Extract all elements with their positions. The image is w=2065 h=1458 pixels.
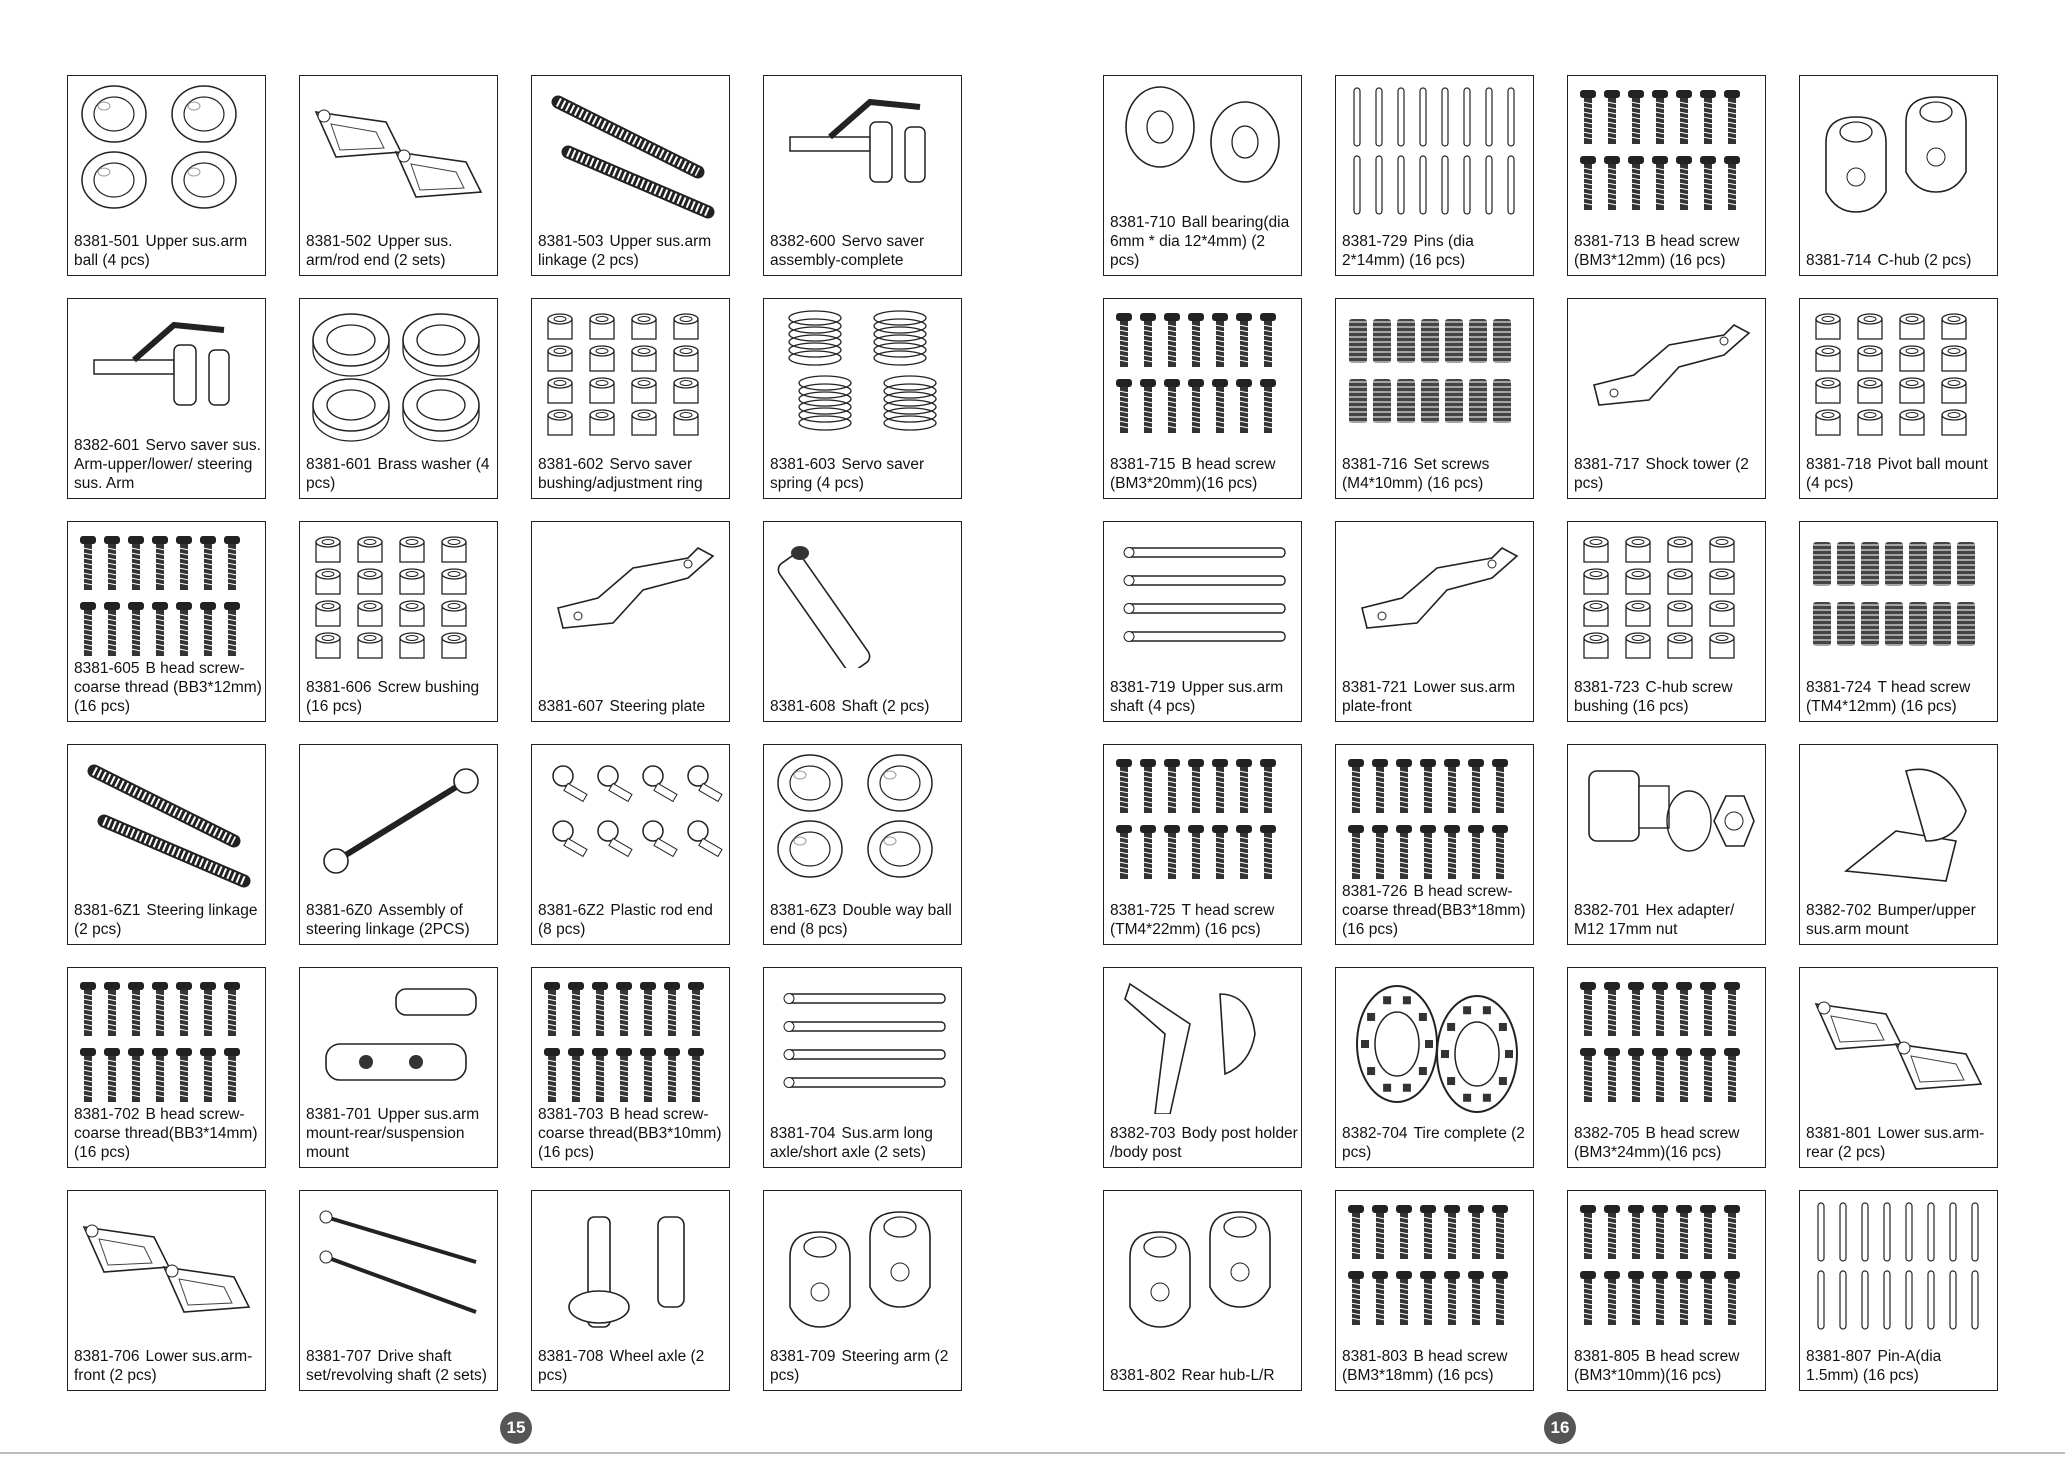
part-label [74, 901, 262, 939]
part-code: 8381-6Z2 [538, 902, 605, 919]
part-name: Upper sus.arm ball (4 pcs) [74, 233, 248, 269]
part-label [770, 1347, 958, 1385]
part-label [1806, 1347, 1994, 1385]
screw-icon [1574, 82, 1759, 222]
part-cell [1799, 521, 1998, 722]
part-name: Upper sus.arm shaft (4 pcs) [1110, 679, 1284, 715]
part-cell [67, 967, 266, 1168]
part-label [1342, 1124, 1530, 1162]
part-name: C-hub (2 pcs) [1877, 252, 1972, 269]
part-cell [531, 744, 730, 945]
part-label [1806, 901, 1994, 939]
part-label [770, 455, 958, 493]
part-name: Pivot ball mount (4 pcs) [1806, 456, 1988, 492]
part-label [1110, 213, 1298, 270]
hub-icon [770, 1197, 955, 1337]
part-cell [763, 967, 962, 1168]
part-label [1806, 455, 1994, 493]
part-name: B head screw (BM3*24mm)(16 pcs) [1574, 1125, 1740, 1161]
part-code: 8381-714 [1806, 252, 1872, 269]
part-label [1110, 1366, 1298, 1385]
part-label [538, 232, 726, 270]
part-name: B head screw (BM3*20mm)(16 pcs) [1110, 456, 1276, 492]
part-label [1574, 678, 1762, 716]
part-name: T head screw (TM4*12mm) (16 pcs) [1806, 679, 1971, 715]
screw-icon [538, 974, 723, 1114]
bumper-icon [1806, 751, 1991, 891]
part-code: 8381-602 [538, 456, 604, 473]
part-label [306, 1347, 494, 1385]
part-code: 8382-705 [1574, 1125, 1640, 1142]
part-cell [1567, 298, 1766, 499]
part-label [538, 1105, 726, 1162]
rod-end-icon [538, 751, 723, 891]
part-cell [531, 1190, 730, 1391]
part-name: Pin-A(dia 1.5mm) (16 pcs) [1806, 1348, 1942, 1384]
part-name: B head screw- coarse thread(BB3*10mm) (16 pcs) [538, 1106, 722, 1161]
part-label [1574, 901, 1762, 939]
part-code: 8381-725 [1110, 902, 1176, 919]
part-cell [531, 521, 730, 722]
part-code: 8382-600 [770, 233, 836, 250]
part-cell [299, 75, 498, 276]
part-code: 8381-807 [1806, 1348, 1872, 1365]
screw-icon [1110, 751, 1295, 891]
part-cell [1335, 521, 1534, 722]
part-cell [763, 744, 962, 945]
part-name: Servo saver sus. Arm-upper/lower/ steering sus. Arm [74, 437, 261, 492]
ball-icon [770, 751, 955, 891]
part-cell [67, 1190, 266, 1391]
part-cell [531, 967, 730, 1168]
part-cell [299, 298, 498, 499]
pin-icon [1342, 82, 1527, 222]
part-cell [1567, 75, 1766, 276]
screw-icon [1574, 1197, 1759, 1337]
part-name: Steering plate [609, 698, 706, 715]
part-cell [67, 75, 266, 276]
part-name: Upper sus.arm linkage (2 pcs) [538, 233, 712, 269]
part-label [1110, 455, 1298, 493]
part-name: Pins (dia 2*14mm) (16 pcs) [1342, 233, 1474, 269]
part-name: Lower sus.arm- front (2 pcs) [74, 1348, 253, 1384]
part-cell [763, 1190, 962, 1391]
part-code: 8381-601 [306, 456, 372, 473]
part-code: 8381-709 [770, 1348, 836, 1365]
part-cell [1103, 521, 1302, 722]
part-cell [1567, 744, 1766, 945]
part-label [538, 901, 726, 939]
bushing-icon [1574, 528, 1759, 668]
page-number: 16 [1544, 1412, 1576, 1444]
threaded-rod-icon [538, 82, 723, 222]
part-code: 8381-6Z0 [306, 902, 373, 919]
arm-icon [1806, 974, 1991, 1114]
part-cell [1335, 75, 1534, 276]
part-name: Hex adapter/ M12 17mm nut [1574, 902, 1735, 938]
wheel-axle-icon [538, 1197, 723, 1337]
spring-icon [770, 305, 955, 445]
part-name: Sus.arm long axle/short axle (2 sets) [770, 1125, 933, 1161]
part-label [1574, 455, 1762, 493]
part-cell [1335, 298, 1534, 499]
part-cell [1103, 744, 1302, 945]
part-name: Servo saver spring (4 pcs) [770, 456, 925, 492]
part-name: B head screw- coarse thread (BB3*12mm) (16 pcs) [74, 660, 262, 715]
part-label [1342, 1347, 1530, 1385]
part-label [538, 697, 726, 716]
shaft-icon [770, 528, 955, 668]
part-name: Bumper/upper sus.arm mount [1806, 902, 1976, 938]
part-cell [763, 521, 962, 722]
part-cell [299, 744, 498, 945]
part-name: Tire complete (2 pcs) [1342, 1125, 1525, 1161]
screw-icon [1110, 305, 1295, 445]
part-name: Set screws (M4*10mm) (16 pcs) [1342, 456, 1490, 492]
part-code: 8382-601 [74, 437, 140, 454]
part-code: 8381-707 [306, 1348, 372, 1365]
threaded-rod-icon [74, 751, 259, 891]
part-label [770, 901, 958, 939]
body-post-icon [1110, 974, 1295, 1114]
hub-icon [1110, 1197, 1295, 1337]
page-16 [1032, 0, 2065, 1458]
part-label [1574, 1124, 1762, 1162]
part-label [770, 1124, 958, 1162]
part-name: Plastic rod end (8 pcs) [538, 902, 713, 938]
part-cell [1799, 1190, 1998, 1391]
part-label [306, 232, 494, 270]
part-name: Upper sus.arm mount-rear/suspension mount [306, 1106, 480, 1161]
part-code: 8381-801 [1806, 1125, 1872, 1142]
part-cell [531, 298, 730, 499]
page-number: 15 [500, 1412, 532, 1444]
part-name: Brass washer (4 pcs) [306, 456, 490, 492]
part-label [1806, 251, 1994, 270]
servo-saver-icon [770, 82, 955, 222]
part-code: 8381-6Z3 [770, 902, 837, 919]
part-cell [1567, 521, 1766, 722]
arm-icon [306, 82, 491, 222]
part-name: Upper sus. arm/rod end (2 sets) [306, 233, 453, 269]
part-label [1806, 1124, 1994, 1162]
part-name: Screw bushing (16 pcs) [306, 679, 480, 715]
part-code: 8381-702 [74, 1106, 140, 1123]
part-name: Wheel axle (2 pcs) [538, 1348, 705, 1384]
part-cell [1103, 1190, 1302, 1391]
part-code: 8381-704 [770, 1125, 836, 1142]
part-code: 8381-701 [306, 1106, 372, 1123]
part-code: 8381-719 [1110, 679, 1176, 696]
part-code: 8381-721 [1342, 679, 1408, 696]
part-code: 8381-6Z1 [74, 902, 141, 919]
hex-nut-icon [1574, 751, 1759, 891]
part-code: 8381-803 [1342, 1348, 1408, 1365]
part-name: Body post holder /body post [1110, 1125, 1298, 1161]
part-cell [1103, 298, 1302, 499]
drive-shaft-icon [306, 1197, 491, 1337]
part-code: 8381-729 [1342, 233, 1408, 250]
part-label [538, 1347, 726, 1385]
part-name: Steering arm (2 pcs) [770, 1348, 949, 1384]
part-name: Assembly of steering linkage (2PCS) [306, 902, 470, 938]
part-name: B head screw (BM3*12mm) (16 pcs) [1574, 233, 1740, 269]
washer-icon [306, 305, 491, 445]
part-label [1342, 678, 1530, 716]
part-cell [1335, 744, 1534, 945]
part-code: 8381-608 [770, 698, 836, 715]
part-label [74, 659, 262, 716]
part-label [770, 697, 958, 716]
part-label [770, 232, 958, 270]
part-cell [299, 967, 498, 1168]
part-name: Lower sus.arm- rear (2 pcs) [1806, 1125, 1985, 1161]
screw-icon [1342, 751, 1527, 891]
part-cell [67, 298, 266, 499]
part-code: 8381-805 [1574, 1348, 1640, 1365]
part-label [1110, 678, 1298, 716]
part-code: 8381-710 [1110, 214, 1176, 231]
part-cell [763, 75, 962, 276]
part-code: 8381-603 [770, 456, 836, 473]
axle-icon [770, 974, 955, 1114]
axle-icon [1110, 528, 1295, 668]
part-name: B head screw (BM3*18mm) (16 pcs) [1342, 1348, 1508, 1384]
set-screw-icon [1806, 528, 1991, 668]
part-code: 8382-702 [1806, 902, 1872, 919]
parts-grid [1103, 75, 1998, 1391]
linkage-icon [306, 751, 491, 891]
plate-icon [538, 528, 723, 668]
part-cell [299, 521, 498, 722]
part-label [74, 1347, 262, 1385]
servo-arm-icon [74, 305, 259, 445]
part-cell [1799, 298, 1998, 499]
part-code: 8381-607 [538, 698, 604, 715]
part-label [1342, 232, 1530, 270]
part-code: 8381-501 [74, 233, 140, 250]
hub-icon [1806, 82, 1991, 222]
part-name: Servo saver bushing/adjustment ring [538, 456, 703, 492]
part-code: 8382-701 [1574, 902, 1640, 919]
part-name: C-hub screw bushing (16 pcs) [1574, 679, 1733, 715]
bearing-icon [1110, 82, 1295, 222]
part-cell [531, 75, 730, 276]
part-cell [67, 521, 266, 722]
part-label [306, 901, 494, 939]
part-code: 8381-503 [538, 233, 604, 250]
part-label [74, 1105, 262, 1162]
part-code: 8381-606 [306, 679, 372, 696]
part-name: B head screw (BM3*10mm)(16 pcs) [1574, 1348, 1740, 1384]
part-label [306, 1105, 494, 1162]
part-cell [1335, 1190, 1534, 1391]
bushing-icon [1806, 305, 1991, 445]
part-code: 8381-723 [1574, 679, 1640, 696]
part-label [1342, 455, 1530, 493]
part-code: 8381-706 [74, 1348, 140, 1365]
part-label [1574, 1347, 1762, 1385]
part-label [1342, 882, 1530, 939]
part-name: Ball bearing(dia 6mm * dia 12*4mm) (2 pcs) [1110, 214, 1290, 269]
part-label [1806, 678, 1994, 716]
bushing-icon [306, 528, 491, 668]
part-label [74, 436, 262, 493]
bushing-icon [538, 305, 723, 445]
part-code: 8381-802 [1110, 1367, 1176, 1384]
part-code: 8381-716 [1342, 456, 1408, 473]
part-label [1110, 901, 1298, 939]
part-cell [1103, 967, 1302, 1168]
set-screw-icon [1342, 305, 1527, 445]
part-code: 8382-704 [1342, 1125, 1408, 1142]
part-name: Rear hub-L/R [1181, 1367, 1275, 1384]
part-label [1574, 232, 1762, 270]
part-code: 8381-726 [1342, 883, 1408, 900]
part-cell [1567, 967, 1766, 1168]
part-name: Double way ball end (8 pcs) [770, 902, 952, 938]
part-cell [1567, 1190, 1766, 1391]
part-code: 8381-715 [1110, 456, 1176, 473]
part-name: Shock tower (2 pcs) [1574, 456, 1749, 492]
part-code: 8381-724 [1806, 679, 1872, 696]
part-cell [1799, 967, 1998, 1168]
part-name: T head screw (TM4*22mm) (16 pcs) [1110, 902, 1275, 938]
plate-icon [1574, 305, 1759, 445]
part-name: Shaft (2 pcs) [841, 698, 930, 715]
mount-icon [306, 974, 491, 1114]
part-label [306, 678, 494, 716]
screw-icon [1574, 974, 1759, 1114]
pin-icon [1806, 1197, 1991, 1337]
part-label [306, 455, 494, 493]
part-cell [763, 298, 962, 499]
parts-grid [67, 75, 962, 1391]
part-cell [67, 744, 266, 945]
plate-icon [1342, 528, 1527, 668]
part-code: 8381-502 [306, 233, 372, 250]
part-code: 8381-708 [538, 1348, 604, 1365]
part-name: Steering linkage (2 pcs) [74, 902, 258, 938]
part-label [74, 232, 262, 270]
part-cell [299, 1190, 498, 1391]
part-code: 8382-703 [1110, 1125, 1176, 1142]
part-code: 8381-605 [74, 660, 140, 677]
part-cell [1103, 75, 1302, 276]
screw-icon [74, 974, 259, 1114]
part-cell [1335, 967, 1534, 1168]
tire-icon [1342, 974, 1527, 1114]
part-label [538, 455, 726, 493]
part-name: Drive shaft set/revolving shaft (2 sets) [306, 1348, 487, 1384]
part-name: Servo saver assembly-complete [770, 233, 925, 269]
part-code: 8381-717 [1574, 456, 1640, 473]
part-name: B head screw- coarse thread(BB3*14mm) (16 pcs) [74, 1106, 258, 1161]
ball-icon [74, 82, 259, 222]
part-code: 8381-718 [1806, 456, 1872, 473]
screw-icon [74, 528, 259, 668]
bottom-rule [0, 1452, 2065, 1454]
part-code: 8381-713 [1574, 233, 1640, 250]
part-name: B head screw- coarse thread(BB3*18mm) (16 pcs) [1342, 883, 1526, 938]
page-15 [0, 0, 1032, 1458]
part-cell [1799, 75, 1998, 276]
part-cell [1799, 744, 1998, 945]
screw-icon [1342, 1197, 1527, 1337]
part-code: 8381-703 [538, 1106, 604, 1123]
arm-icon [74, 1197, 259, 1337]
part-label [1110, 1124, 1298, 1162]
part-name: Lower sus.arm plate-front [1342, 679, 1516, 715]
